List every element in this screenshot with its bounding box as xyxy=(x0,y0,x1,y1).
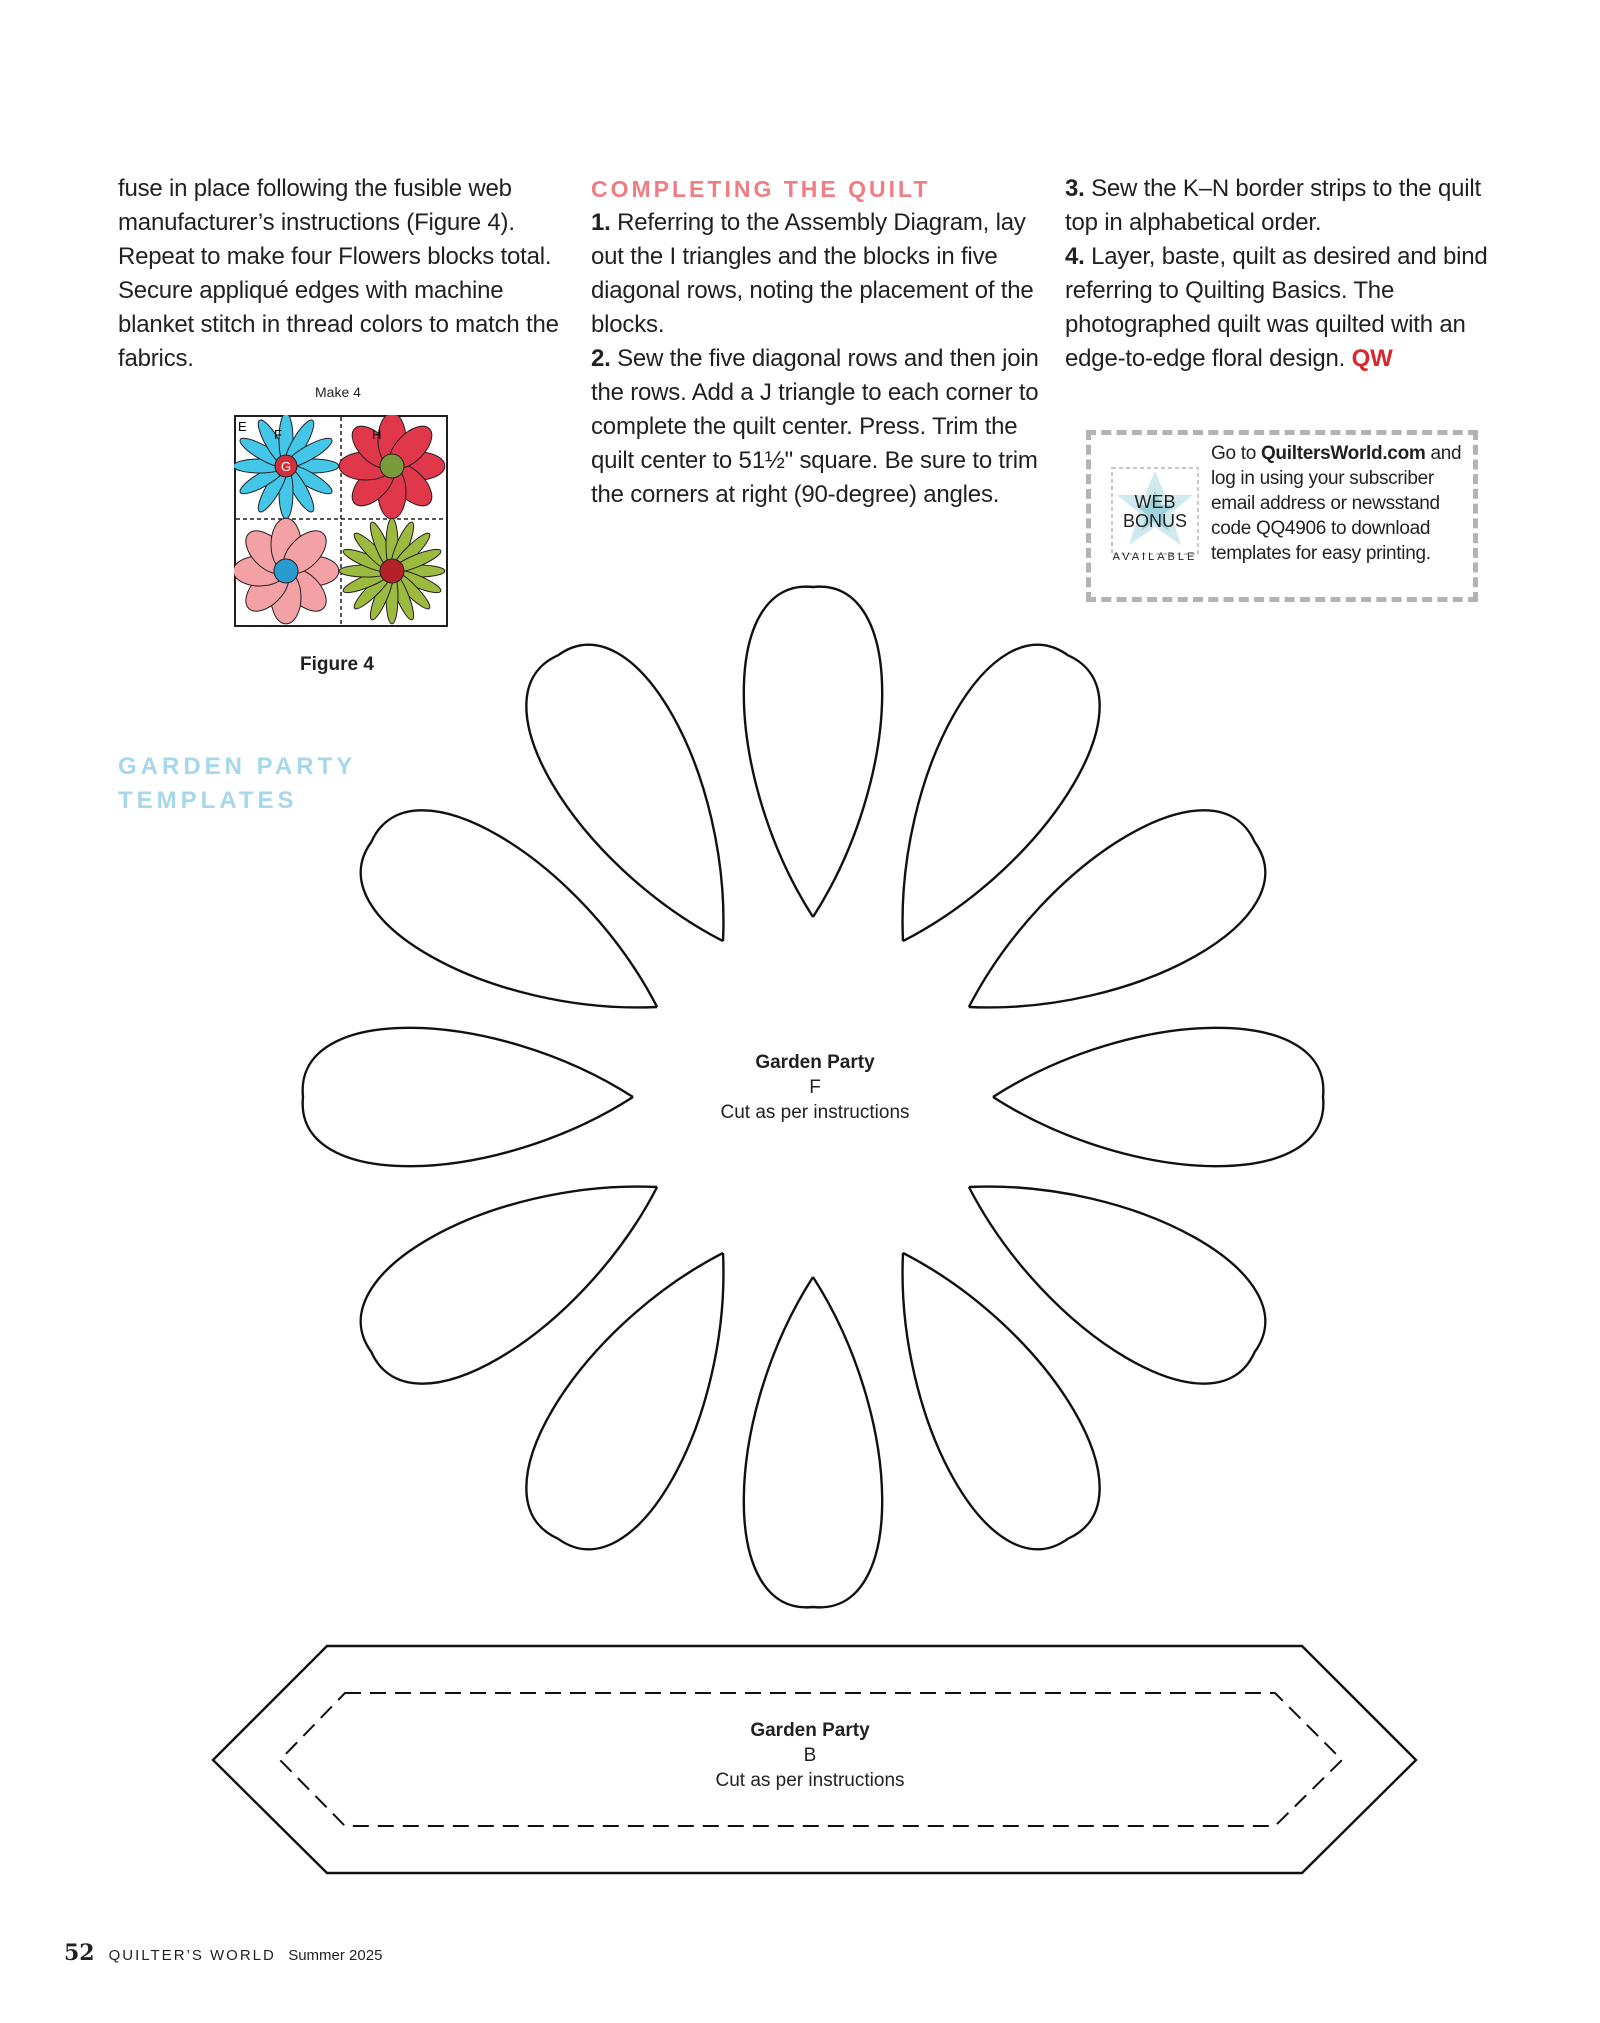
template-petal xyxy=(744,1277,882,1607)
bonus-text-post: and log in using your subscriber email address or newsstand code QQ4906 to download templates for easy printing. xyxy=(1211,443,1462,564)
make-4-label: Make 4 xyxy=(315,384,361,400)
magazine-name: QUILTER’S WORLD xyxy=(108,1947,276,1964)
template-petal xyxy=(903,1253,1100,1549)
column-1 xyxy=(118,172,568,376)
available-label: AVAILABLE xyxy=(1112,551,1198,563)
step-2-text: Sew the five diagonal rows and then join the rows. Add a J triangle to each corner to complete the quilt center. Press. Trim the quilt center to 51½" square. Be sure to trim the corners at right (90-degree) angles. xyxy=(591,345,1039,508)
quiltersworld-link[interactable]: QuiltersWorld.com xyxy=(1260,443,1426,464)
step-1 xyxy=(591,206,1041,342)
column-2 xyxy=(591,172,1041,512)
templates-heading xyxy=(118,750,356,818)
pink-flower xyxy=(234,518,339,624)
step-4-text: Layer, baste, quilt as desired and bind referring to Quilting Basics. The photographed quilt was quilted with an edge-to-edge floral design. xyxy=(1065,243,1488,372)
letter-f: F xyxy=(274,427,282,442)
section-heading: COMPLETING THE QUILT xyxy=(591,176,931,202)
red-flower xyxy=(339,415,445,519)
template-petal xyxy=(361,1187,657,1384)
flower-center xyxy=(380,454,404,478)
template-petal xyxy=(903,645,1100,941)
letter-g: G xyxy=(281,459,292,474)
web-bonus-logo xyxy=(1109,465,1201,565)
letter-e: E xyxy=(238,419,247,434)
bonus-text-pre: Go to xyxy=(1211,443,1261,464)
flower-center xyxy=(380,559,404,583)
bonus-label: BONUS xyxy=(1122,511,1187,531)
template-f-label xyxy=(660,1050,970,1125)
templates-heading-line-2: TEMPLATES xyxy=(118,787,298,814)
template-petal xyxy=(526,1253,723,1549)
figure-4-diagram xyxy=(234,415,450,629)
template-petal xyxy=(993,1028,1323,1166)
page-footer xyxy=(64,1940,382,1966)
template-f-title: Garden Party xyxy=(755,1052,875,1073)
template-f-letter: F xyxy=(809,1077,821,1098)
template-petal xyxy=(969,1187,1265,1384)
web-label: WEB xyxy=(1134,492,1176,512)
template-f-note: Cut as per instructions xyxy=(720,1102,910,1123)
step-4-number: 4. xyxy=(1065,243,1085,270)
step-2-number: 2. xyxy=(591,345,611,372)
step-2 xyxy=(591,342,1041,512)
web-bonus-box xyxy=(1086,430,1478,602)
template-b-label xyxy=(660,1718,960,1793)
template-petal xyxy=(526,645,723,941)
template-b-note: Cut as per instructions xyxy=(715,1770,905,1791)
issue-date: Summer 2025 xyxy=(288,1947,383,1964)
template-b-title: Garden Party xyxy=(750,1720,870,1741)
step-1-text: Referring to the Assembly Diagram, lay out the I triangles and the blocks in five diagonal rows, noting the placement of the blocks. xyxy=(591,209,1034,338)
green-flower xyxy=(339,518,445,624)
web-bonus-text xyxy=(1211,441,1471,566)
template-petal xyxy=(361,810,657,1007)
template-petal xyxy=(969,810,1265,1007)
column-3 xyxy=(1065,172,1505,376)
step-1-number: 1. xyxy=(591,209,611,236)
step-3-text: Sew the K–N border strips to the quilt top in alphabetical order. xyxy=(1065,175,1482,236)
step-3 xyxy=(1065,172,1505,240)
qw-signoff: QW xyxy=(1351,345,1393,372)
body-text: fuse in place following the fusible web manufacturer’s instructions (Figure 4). Repeat to make four Flowers blocks total. Secure appliqué edges with machine blanket stitch in thread colors to match the fabrics. xyxy=(118,175,559,372)
template-b-letter: B xyxy=(803,1745,817,1766)
templates-heading-line-1: GARDEN PARTY xyxy=(118,753,357,780)
figure-4-caption: Figure 4 xyxy=(300,654,374,675)
letter-h: H xyxy=(372,427,382,442)
page-number: 52 xyxy=(64,1940,95,1966)
flower-center xyxy=(274,559,298,583)
template-petal xyxy=(303,1028,633,1166)
template-petal xyxy=(744,587,882,917)
step-3-number: 3. xyxy=(1065,175,1085,202)
step-4 xyxy=(1065,240,1505,376)
